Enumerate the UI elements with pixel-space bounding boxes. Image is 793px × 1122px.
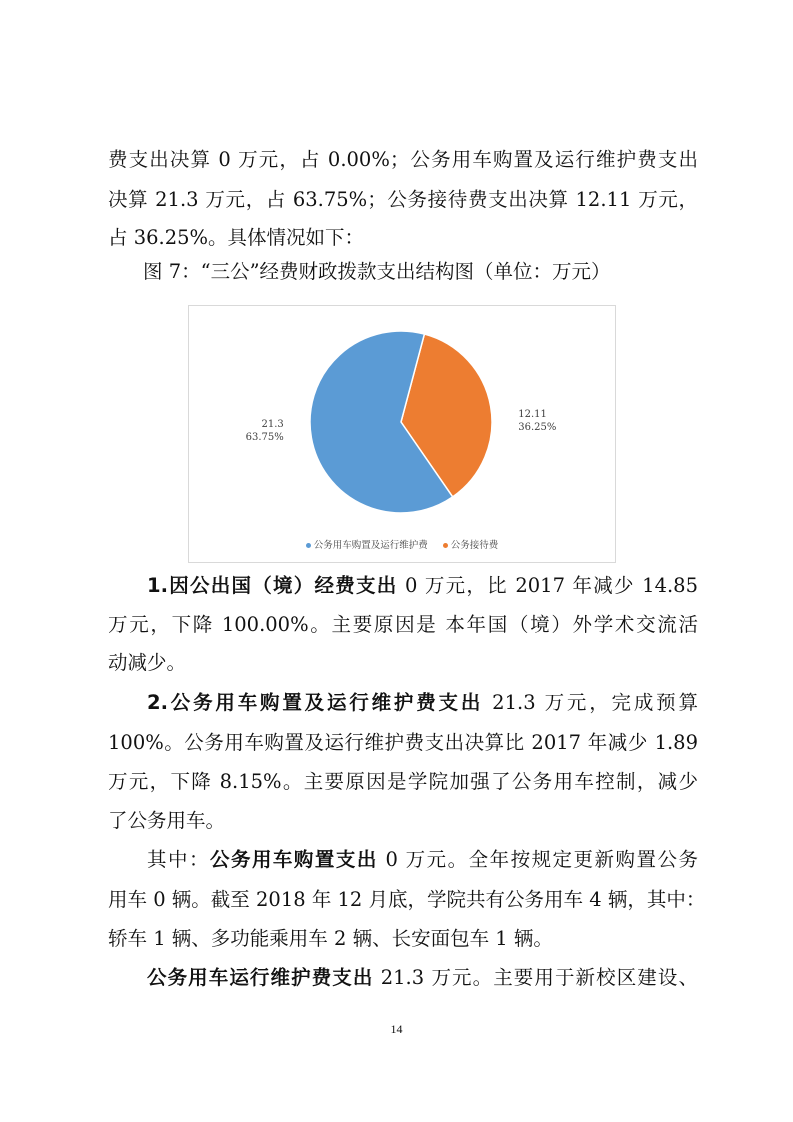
intro-line-2: 决算 21.3 万元，占 63.75%；公务接待费支出决算 12.11 万元， <box>108 188 698 211</box>
section2-line-4: 了公务用车。 <box>108 809 226 832</box>
section4-line1-text: 21.3 万元。主要用于新校区建设、 <box>373 966 698 989</box>
section2-line1-text: 21.3 万元，完成预算 <box>483 691 698 714</box>
intro-line-3: 占 36.25%。具体情况如下： <box>108 226 365 249</box>
pie-label-reception-percent: 36.25% <box>518 422 557 434</box>
section1-line-1 <box>147 572 698 600</box>
chart-legend <box>189 537 615 551</box>
section2-heading: 2.公务用车购置及运行维护费支出 <box>147 691 484 714</box>
figure-caption: 图 7：“三公”经费财政拨款支出结构图（单位：万元） <box>143 260 611 283</box>
pie-label-vehicle-percent: 63.75% <box>245 431 284 443</box>
section2-line-2: 100%。公务用车购置及运行维护费支出决算比 2017 年减少 1.89 <box>108 731 698 754</box>
legend-label-vehicle: 公务用车购置及运行维护费 <box>313 540 428 551</box>
section3-line-2: 用车 0 辆。截至 2018 年 12 月底，学院共有公务用车 4 辆，其中： <box>108 888 706 911</box>
legend-item-reception <box>443 540 499 551</box>
section4-heading: 公务用车运行维护费支出 <box>147 966 374 989</box>
pie-chart <box>188 305 616 563</box>
legend-label-reception: 公务接待费 <box>450 540 499 551</box>
section1-line1-text: 0 万元，比 2017 年减少 14.85 <box>397 574 698 597</box>
section1-line-2: 万元，下降 100.00%。主要原因是 本年国（境）外学术交流活 <box>108 613 698 636</box>
section3-prefix: 其中： <box>147 848 210 871</box>
pie-chart-svg <box>189 306 615 562</box>
section3-line-1 <box>147 846 698 874</box>
section3-line1-text: 0 万元。全年按规定更新购置公务 <box>377 848 698 871</box>
section2-line-3: 万元，下降 8.15%。主要原因是学院加强了公务用车控制，减少 <box>108 770 698 793</box>
legend-dot-vehicle <box>306 543 311 548</box>
intro-line-1: 费支出决算 0 万元，占 0.00%；公务用车购置及运行维护费支出 <box>108 148 698 171</box>
section2-line-1 <box>147 689 698 717</box>
section3-line-3: 轿车 1 辆、多功能乘用车 2 辆、长安面包车 1 辆。 <box>108 927 553 950</box>
pie-label-reception-value: 12.11 <box>518 409 547 421</box>
section3-heading: 公务用车购置支出 <box>209 848 378 871</box>
section4-line-1 <box>147 964 698 992</box>
page-number: 14 <box>390 1022 403 1036</box>
legend-dot-reception <box>443 543 448 548</box>
pie-label-vehicle-value: 21.3 <box>261 418 284 430</box>
legend-item-vehicle <box>306 540 428 551</box>
section1-line-3: 动减少。 <box>108 651 187 674</box>
section1-heading: 1.因公出国（境）经费支出 <box>147 574 398 597</box>
